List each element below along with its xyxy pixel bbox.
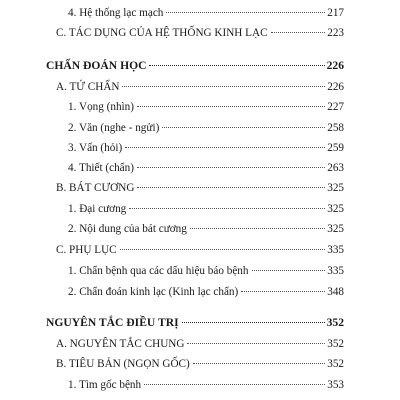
- toc-entry-page: 335: [327, 244, 344, 256]
- toc-entry: [56, 181, 344, 195]
- toc-entry: [68, 285, 344, 299]
- toc-entry-page: 259: [327, 142, 344, 154]
- toc-entry-label: 2. Chẩn đoán kinh lạc (Kinh lạc chẩn): [68, 286, 239, 298]
- toc-entry-page: 223: [327, 27, 344, 39]
- dot-leader: [241, 290, 325, 292]
- toc-entry-label: A. TỨ CHẨN: [56, 81, 120, 93]
- dot-leader: [137, 166, 325, 168]
- toc-entry-page: 227: [327, 101, 344, 113]
- toc-entry-page: 226: [326, 59, 344, 72]
- toc-entry: [68, 264, 344, 278]
- toc-entry-label: C. TÁC DỤNG CỦA HỆ THỐNG KINH LẠC: [56, 27, 268, 39]
- dot-leader: [252, 269, 326, 271]
- dot-leader: [122, 85, 325, 87]
- dot-leader: [137, 186, 325, 188]
- toc-entry-page: 352: [326, 316, 344, 329]
- toc-entry-page: 325: [327, 203, 344, 215]
- toc-entry-label: 1. Đại cương: [68, 203, 127, 215]
- toc-entry-page: 217: [327, 7, 344, 19]
- dot-leader: [149, 64, 324, 66]
- toc-entry-label: 1. Tìm gốc bệnh: [68, 379, 142, 391]
- toc-entry-label: 4. Thiết (chẩn): [68, 162, 134, 174]
- toc-entry-page: 352: [327, 358, 344, 370]
- dot-leader: [144, 383, 325, 385]
- dot-leader: [120, 248, 326, 250]
- dot-leader: [182, 321, 325, 323]
- toc-entry-page: 335: [327, 265, 344, 277]
- toc-chapter-heading: [46, 316, 344, 330]
- toc-entry: [68, 378, 344, 392]
- toc-entry-label: B. TIÊU BẢN (NGỌN GỐC): [56, 358, 190, 370]
- toc-entry: [68, 121, 344, 135]
- toc-entry-label: A. NGUYÊN TẮC CHUNG: [56, 338, 185, 350]
- dot-leader: [193, 362, 325, 364]
- toc-entry-label: 2. Văn (nghe - ngửi): [68, 122, 160, 134]
- toc-entry-page: 325: [327, 223, 344, 235]
- toc-entry-page: 226: [327, 81, 344, 93]
- toc-entry-label: B. BÁT CƯƠNG: [56, 182, 135, 194]
- toc-entry-page: 258: [327, 122, 344, 134]
- dot-leader: [187, 342, 325, 344]
- toc-entry: [68, 100, 344, 114]
- toc-entry-label: 1. Chẩn bệnh qua các dấu hiệu báo bệnh: [68, 265, 249, 277]
- toc-entry-page: 353: [327, 379, 344, 391]
- toc-entry: [56, 80, 344, 94]
- toc-entry: [68, 222, 344, 236]
- dot-leader: [129, 207, 325, 209]
- dot-leader: [190, 227, 325, 229]
- toc-entry: [56, 243, 344, 257]
- toc-entry: [56, 357, 344, 371]
- toc-entry-label: 2. Nội dung của bát cương: [68, 223, 187, 235]
- toc-entry: [68, 6, 344, 20]
- toc-entry-page: 352: [327, 338, 344, 350]
- toc-entry: [68, 202, 344, 216]
- dot-leader: [271, 31, 326, 33]
- toc-chapter-heading: [46, 59, 344, 73]
- dot-leader: [125, 146, 325, 148]
- toc-entry-label: CHẨN ĐOÁN HỌC: [46, 59, 147, 72]
- toc-entry: [68, 161, 344, 175]
- toc-entry-label: 3. Vấn (hỏi): [68, 142, 123, 154]
- toc-entry: [68, 141, 344, 155]
- toc-entry-page: 263: [327, 162, 344, 174]
- toc-entry-label: 4. Hệ thống lạc mạch: [68, 7, 164, 19]
- dot-leader: [137, 105, 325, 107]
- toc-entry-page: 348: [327, 286, 344, 298]
- dot-leader: [162, 126, 325, 128]
- toc-entry: [56, 26, 344, 40]
- toc-entry-page: 325: [327, 182, 344, 194]
- toc-entry-label: 1. Vọng (nhìn): [68, 101, 134, 113]
- toc-entry-label: C. PHỤ LỤC: [56, 244, 117, 256]
- toc-entry: [56, 337, 344, 351]
- toc-entry-label: NGUYÊN TẮC ĐIỀU TRỊ: [46, 316, 179, 329]
- dot-leader: [166, 11, 325, 13]
